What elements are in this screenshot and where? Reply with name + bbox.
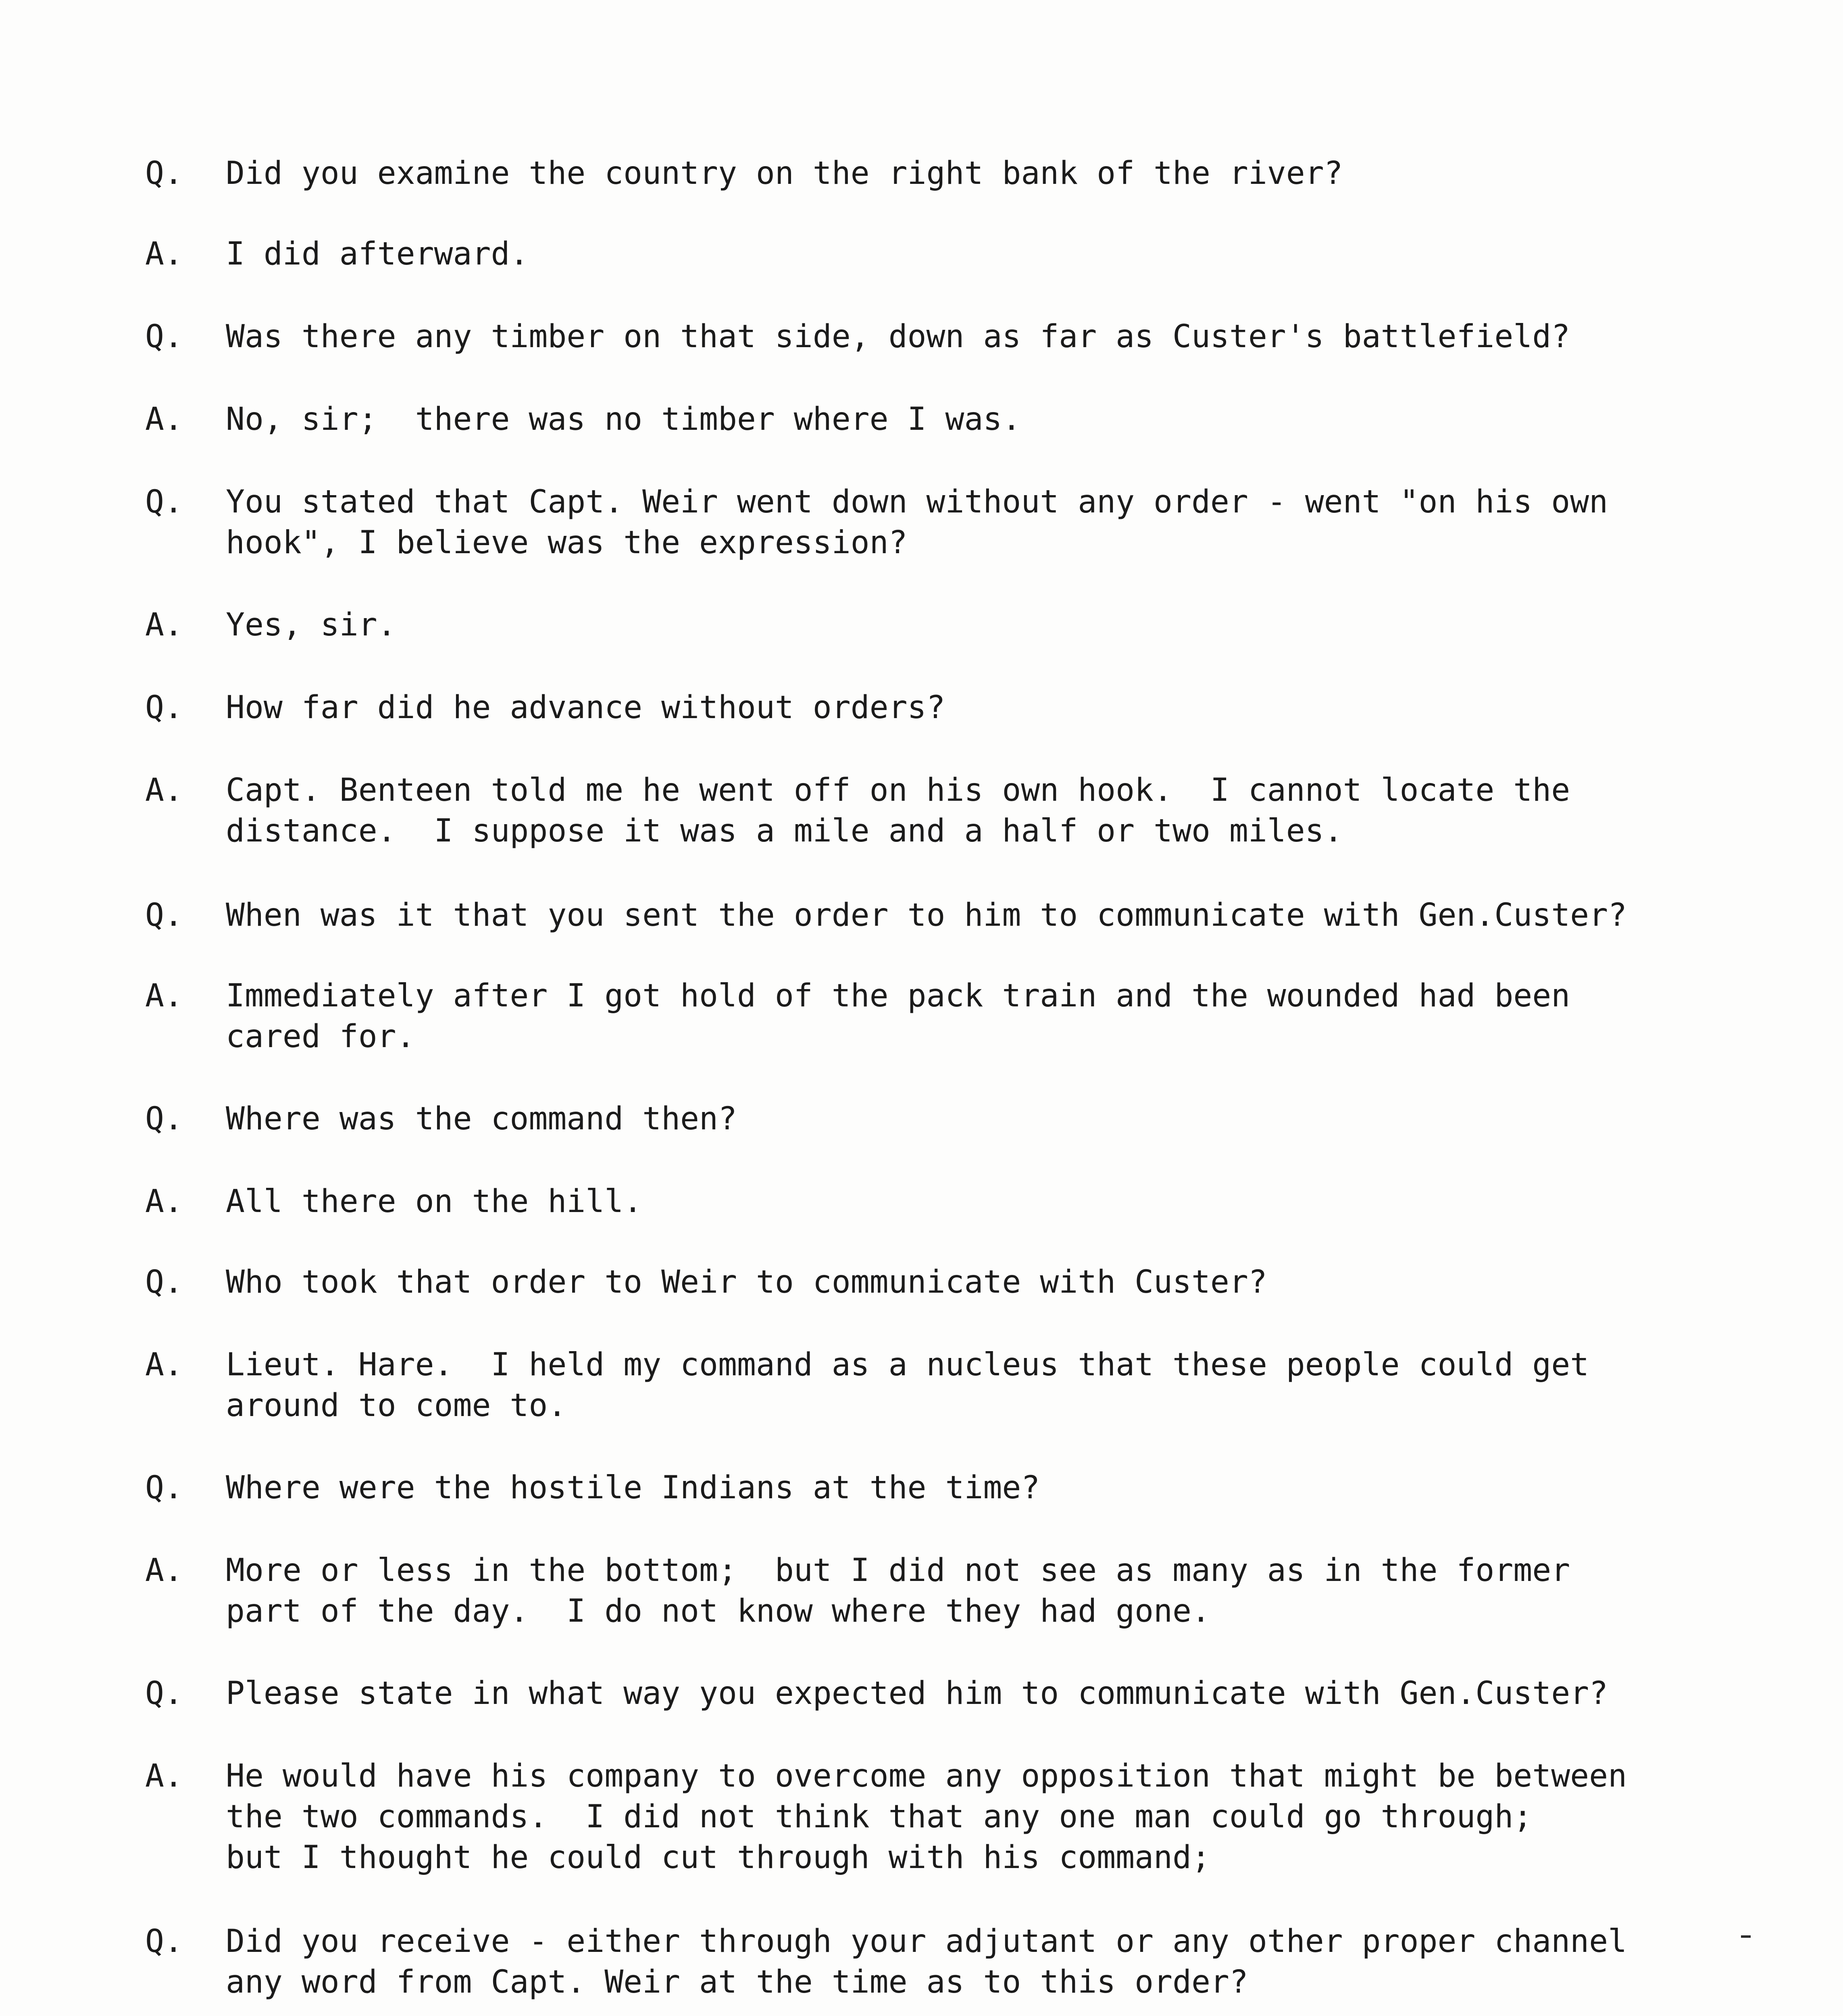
question-text: Did you examine the country on the right bank of the river? (226, 155, 1343, 192)
question-text: Please state in what way you expected him to communicate with Gen.Custer? (226, 1675, 1608, 1712)
answer-text: Immediately after I got hold of the pack train and the wounded had been cared for. (226, 978, 1570, 1055)
answer-2 (145, 399, 1738, 440)
answer-8 (145, 1550, 1738, 1632)
speaker-mark: Q. (145, 1264, 183, 1300)
question-text: Where were the hostile Indians at the time? (226, 1470, 1040, 1506)
answer-5 (145, 976, 1738, 1057)
question-8 (145, 1468, 1738, 1508)
answer-9 (145, 1756, 1738, 1878)
speaker-mark: Q. (145, 1923, 183, 1960)
speaker-mark: Q. (145, 484, 183, 520)
answer-text: More or less in the bottom; but I did not see as many as in the former part of the day. I do not know where they had gone. (226, 1552, 1570, 1629)
question-4 (145, 687, 1738, 728)
speaker-mark: A. (145, 772, 183, 808)
speaker-mark: Q. (145, 1470, 183, 1506)
speaker-mark: A. (145, 1552, 183, 1589)
question-text: Who took that order to Weir to communicate with Custer? (226, 1264, 1267, 1300)
question-3 (145, 482, 1738, 563)
question-6 (145, 1099, 1738, 1139)
speaker-mark: A. (145, 978, 183, 1014)
answer-4 (145, 770, 1738, 852)
question-text: How far did he advance without orders? (226, 689, 945, 726)
question-2 (145, 317, 1738, 357)
question-7 (145, 1262, 1738, 1303)
answer-1 (145, 234, 1738, 275)
question-text: Did you receive - either through your adjutant or any other proper channel any word from Capt. Weir at the time as to this order? (226, 1923, 1627, 2000)
speaker-mark: Q. (145, 1675, 183, 1712)
answer-text: All there on the hill. (226, 1183, 643, 1220)
question-text: You stated that Capt. Weir went down without any order - went "on his own hook", I believe was the expression? (226, 484, 1608, 561)
question-text: Where was the command then? (226, 1101, 737, 1137)
speaker-mark: Q. (145, 689, 183, 726)
margin-dash-mark (1741, 1935, 1751, 1938)
question-9 (145, 1673, 1738, 1714)
speaker-mark: Q. (145, 319, 183, 355)
speaker-mark: A. (145, 1347, 183, 1383)
answer-3 (145, 605, 1738, 646)
speaker-mark: Q. (145, 155, 183, 192)
speaker-mark: A. (145, 1758, 183, 1794)
answer-text: I did afterward. (226, 236, 529, 272)
speaker-mark: Q. (145, 897, 183, 933)
question-text: When was it that you sent the order to him to communicate with Gen.Custer? (226, 897, 1627, 933)
answer-text: Yes, sir. (226, 607, 396, 643)
answer-text: He would have his company to overcome any opposition that might be between the two commands. I did not think that any one man could go through; but I thought he could cut through with his command; (226, 1758, 1627, 1876)
question-1 (145, 153, 1738, 194)
answer-text: Lieut. Hare. I held my command as a nucleus that these people could get around to come to. (226, 1347, 1589, 1424)
speaker-mark: Q. (145, 1101, 183, 1137)
speaker-mark: A. (145, 236, 183, 272)
answer-7 (145, 1345, 1738, 1426)
speaker-mark: A. (145, 401, 183, 437)
answer-text: Capt. Benteen told me he went off on his own hook. I cannot locate the distance. I suppose it was a mile and a half or two miles. (226, 772, 1570, 849)
speaker-mark: A. (145, 1183, 183, 1220)
question-10 (145, 1921, 1738, 2003)
question-text: Was there any timber on that side, down as far as Custer's battlefield? (226, 319, 1570, 355)
question-5 (145, 895, 1738, 936)
answer-6 (145, 1181, 1738, 1222)
answer-text: No, sir; there was no timber where I was. (226, 401, 1021, 437)
speaker-mark: A. (145, 607, 183, 643)
